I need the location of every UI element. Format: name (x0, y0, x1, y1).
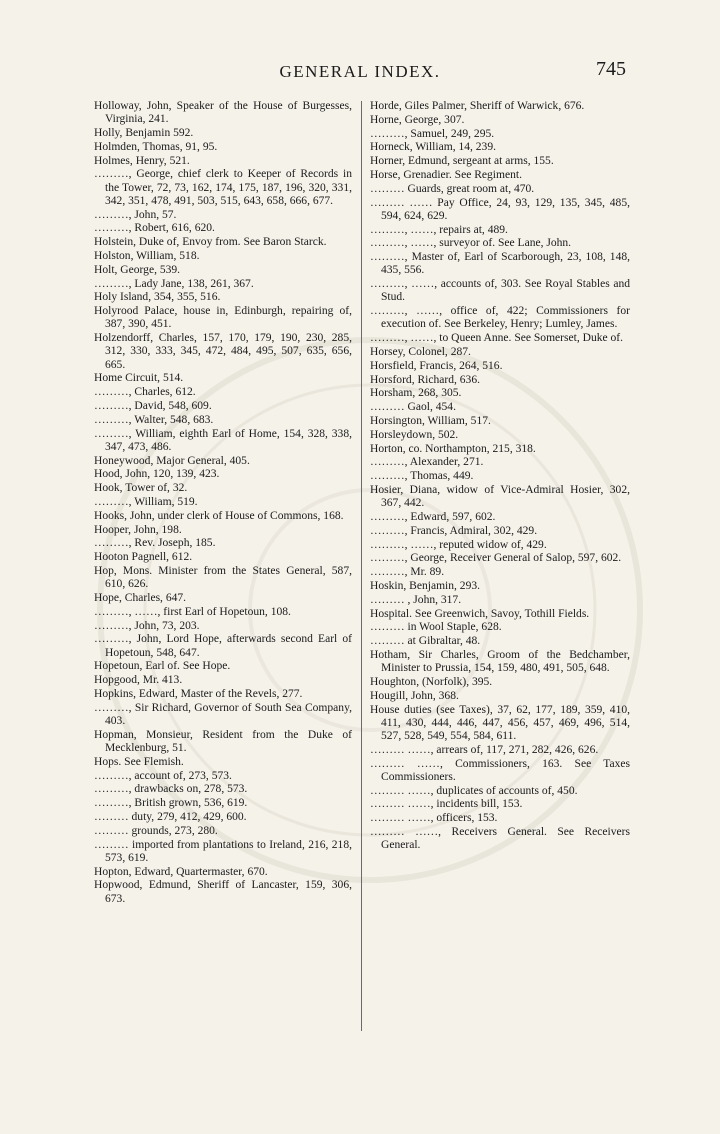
running-title: GENERAL INDEX. (279, 62, 441, 81)
index-entry: Holstein, Duke of, Envoy from. See Baron Starck. (94, 236, 327, 249)
index-entry: Hop, Mons. Minister from the States General, 587, 610, 626. (94, 564, 352, 591)
index-entry: Hopetoun, Earl of. See Hope. (94, 660, 231, 673)
index-entry: Hosier, Diana, widow of Vice-Admiral Hosier, 302, 367, 442. (370, 483, 630, 510)
index-entry: ……… , John, 317. (370, 593, 462, 606)
page-number: 745 (596, 58, 626, 80)
index-entry: ………, William, eighth Earl of Home, 154, 328, 338, 347, 473, 486. (94, 427, 352, 453)
page-header (0, 60, 720, 90)
index-entry: Horsleydown, 502. (370, 428, 459, 441)
index-entry: Holzendorff, Charles, 157, 170, 179, 190, 230, 285, 312, 330, 333, 345, 472, 484, 495, 507, 635, 656, 665. (94, 332, 352, 371)
index-entry: ………, ……, office of, 422; Commissioners for execution of. See Berkeley, Henry; Lumley, James. (370, 305, 630, 331)
index-entry: Hope, Charles, 647. (94, 591, 187, 604)
index-entry: ……… in Wool Staple, 628. (370, 621, 502, 634)
index-entry: ………, Alexander, 271. (370, 456, 484, 469)
index-entry: Hospital. See Greenwich, Savoy, Tothill Fields. (370, 607, 590, 620)
index-entry: Horde, Giles Palmer, Sheriff of Warwick, 676. (370, 100, 585, 112)
index-entry: ………, Mr. 89. (370, 566, 445, 579)
index-entry: ……… ……, officers, 153. (370, 812, 498, 825)
index-entry: ……… grounds, 273, 280. (94, 824, 218, 837)
index-entry: ……… duty, 279, 412, 429, 600. (94, 810, 247, 823)
index-entry: ………, ……, surveyor of. See Lane, John. (370, 237, 572, 250)
index-entry: Honeywood, Major General, 405. (94, 454, 250, 467)
index-entry: ………, ……, repairs at, 489. (370, 223, 508, 236)
index-entry: House duties (see Taxes), 37, 62, 177, 189, 359, 410, 411, 430, 444, 446, 447, 456, 457, 469, 496, 514, 527, 528, 549, 554, 584, 611. (370, 703, 630, 742)
index-entry: Horsford, Richard, 636. (370, 373, 480, 386)
index-column-right (370, 100, 630, 853)
index-entry: ………, John, 73, 203. (94, 619, 200, 632)
index-entry: ………, George, Receiver General of Salop, 597, 602. (370, 552, 622, 565)
index-entry: ………, Edward, 597, 602. (370, 510, 496, 523)
index-entry: Hooton Pagnell, 612. (94, 551, 193, 564)
index-entry: Horneck, William, 14, 239. (370, 141, 496, 154)
index-entry: ………, Samuel, 249, 295. (370, 127, 495, 140)
index-entry: ………, Thomas, 449. (370, 470, 474, 483)
index-entry: Hooper, John, 198. (94, 523, 182, 536)
index-entry: ………, John, Lord Hope, afterwards second Earl of Hopetoun, 548, 647. (94, 633, 352, 659)
index-entry: ……… at Gibraltar, 48. (370, 635, 481, 648)
index-entry: ……… ……, Receivers General. See Receivers General. (370, 825, 630, 852)
column-divider (361, 101, 362, 1031)
index-entry: Hopman, Monsieur, Resident from the Duke of Mecklenburg, 51. (94, 728, 352, 754)
index-entry: Holmden, Thomas, 91, 95. (94, 140, 218, 153)
index-entry: Hops. See Flemish. (94, 755, 184, 768)
index-entry: ……… ……, arrears of, 117, 271, 282, 426, 626. (370, 743, 599, 756)
index-entry: Home Circuit, 514. (94, 372, 184, 385)
index-entry: Hopwood, Edmund, Sheriff of Lancaster, 159, 306, 673. (94, 879, 352, 905)
index-entry: Holmes, Henry, 521. (94, 154, 190, 167)
index-entry: ………, drawbacks on, 278, 573. (94, 783, 248, 796)
index-entry: ………, British grown, 536, 619. (94, 797, 248, 810)
index-entry: Holly, Benjamin 592. (94, 127, 194, 139)
index-entry: Holyrood Palace, house in, Edinburgh, repairing of, 387, 390, 451. (94, 305, 352, 331)
index-entry: ………, account of, 273, 573. (94, 769, 232, 782)
index-entry: ………, ……, to Queen Anne. See Somerset, Duke of. (370, 332, 624, 345)
index-entry: ………, Rev. Joseph, 185. (94, 537, 216, 550)
index-entry: ………, ……, accounts of, 303. See Royal Stables and Stud. (370, 278, 630, 304)
index-entry: Hood, John, 120, 139, 423. (94, 468, 220, 481)
index-entry: Horton, co. Northampton, 215, 318. (370, 442, 536, 455)
index-entry: ……… Guards, great room at, 470. (370, 182, 535, 195)
index-entry: Houghton, (Norfolk), 395. (370, 675, 493, 688)
index-entry: ……… …… Pay Office, 24, 93, 129, 135, 345, 485, 594, 624, 629. (370, 196, 630, 222)
index-entry: Horsham, 268, 305. (370, 387, 462, 400)
index-entry: ……… ……, Commissioners, 163. See Taxes Commissioners. (370, 757, 630, 783)
index-entry: ……… ……, incidents bill, 153. (370, 798, 523, 811)
index-entry: Holt, George, 539. (94, 263, 181, 276)
index-entry: ………, George, chief clerk to Keeper of Records in the Tower, 72, 73, 162, 174, 175, 187, 196, 320, 331, 342, 351, 478, 491, 503, 515, 643, 658, 666, 677. (94, 168, 352, 207)
index-entry: ………, Walter, 548, 683. (94, 413, 214, 426)
index-entry: Horne, George, 307. (370, 113, 465, 126)
index-entry: ………, John, 57. (94, 208, 177, 221)
index-column-left (94, 100, 352, 906)
index-entry: Horsington, William, 517. (370, 414, 491, 427)
index-entry: ………, Lady Jane, 138, 261, 367. (94, 277, 254, 290)
index-entry: ………, Sir Richard, Governor of South Sea Company, 403. (94, 701, 352, 727)
index-entry: Holston, William, 518. (94, 249, 200, 262)
index-entry: Holloway, John, Speaker of the House of Burgesses, Virginia, 241. (94, 100, 352, 126)
index-entry: Holy Island, 354, 355, 516. (94, 291, 221, 304)
index-entry: Hopton, Edward, Quartermaster, 670. (94, 865, 268, 878)
index-entry: Hopkins, Edward, Master of the Revels, 277. (94, 687, 303, 700)
index-entry: ………, ……, first Earl of Hopetoun, 108. (94, 605, 291, 618)
index-entry: ………, William, 519. (94, 495, 198, 508)
index-entry: ………, Master of, Earl of Scarborough, 23, 108, 148, 435, 556. (370, 251, 630, 277)
index-entry: Horsfield, Francis, 264, 516. (370, 359, 503, 372)
index-entry: Hotham, Sir Charles, Groom of the Bedchamber, Minister to Prussia, 154, 159, 480, 491, 505, 648. (370, 648, 630, 675)
index-entry: Hoskin, Benjamin, 293. (370, 579, 481, 592)
index-entry: Horsey, Colonel, 287. (370, 345, 471, 358)
index-entry: Hook, Tower of, 32. (94, 482, 188, 495)
index-entry: Horse, Grenadier. See Regiment. (370, 168, 522, 181)
index-entry: ………, Francis, Admiral, 302, 429. (370, 524, 538, 537)
index-entry: ………, Charles, 612. (94, 386, 196, 399)
index-entry: Hooks, John, under clerk of House of Commons, 168. (94, 509, 344, 522)
index-entry: ……… ……, duplicates of accounts of, 450. (370, 784, 578, 797)
index-entry: ………, David, 548, 609. (94, 399, 212, 412)
index-entry: ………, ……, reputed widow of, 429. (370, 538, 547, 551)
index-entry: ………, Robert, 616, 620. (94, 222, 215, 235)
index-entry: Hopgood, Mr. 413. (94, 674, 183, 687)
index-entry: ……… imported from plantations to Ireland, 216, 218, 573, 619. (94, 838, 352, 864)
index-entry: Horner, Edmund, sergeant at arms, 155. (370, 155, 554, 168)
index-entry: ……… Gaol, 454. (370, 401, 456, 414)
index-entry: Hougill, John, 368. (370, 689, 459, 702)
